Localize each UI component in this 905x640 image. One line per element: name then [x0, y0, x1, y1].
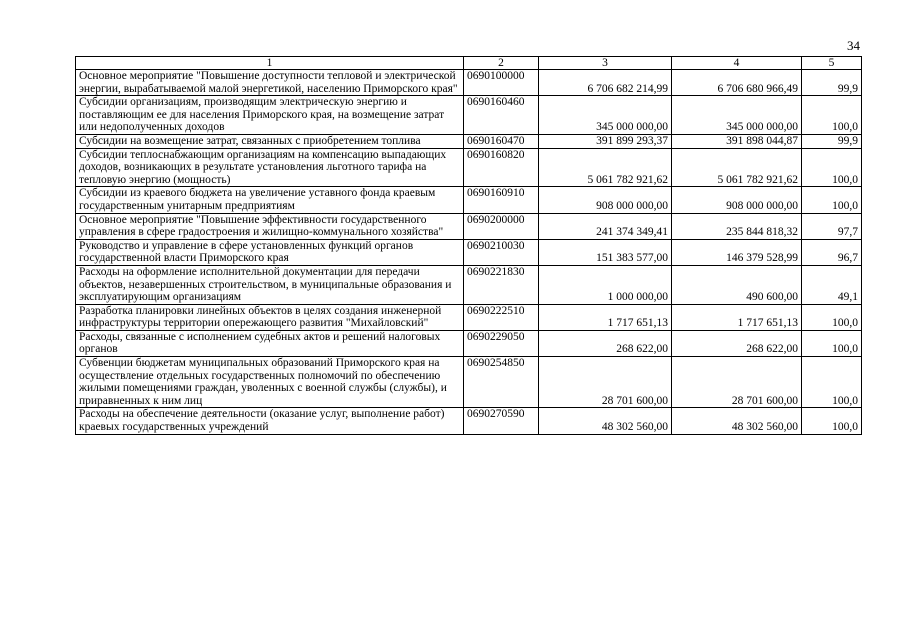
cell-plan: 5 061 782 921,62 — [539, 148, 672, 187]
cell-name: Разработка планировки линейных объектов в целях создания инженерной инфраструктуры территории опережающего развития "Михайловский" — [76, 304, 464, 330]
cell-fact: 6 706 680 966,49 — [672, 70, 802, 96]
cell-name: Субсидии на возмещение затрат, связанных с приобретением топлива — [76, 134, 464, 148]
cell-percent: 100,0 — [802, 187, 862, 213]
cell-percent: 49,1 — [802, 265, 862, 304]
cell-code: 0690160820 — [464, 148, 539, 187]
table-row — [76, 265, 862, 304]
table-row — [76, 96, 862, 135]
column-header-2: 2 — [464, 57, 539, 70]
column-header-4: 4 — [672, 57, 802, 70]
cell-name: Расходы на обеспечение деятельности (оказание услуг, выполнение работ) краевых государственных учреждений — [76, 408, 464, 434]
cell-code: 0690160470 — [464, 134, 539, 148]
cell-name: Расходы, связанные с исполнением судебных актов и решений налоговых органов — [76, 330, 464, 356]
column-header-1: 1 — [76, 57, 464, 70]
cell-fact: 5 061 782 921,62 — [672, 148, 802, 187]
cell-code: 0690200000 — [464, 213, 539, 239]
cell-name: Основное мероприятие "Повышение эффективности государственного управления в сфере градостроения и жилищно-коммунального хозяйства" — [76, 213, 464, 239]
cell-code: 0690270590 — [464, 408, 539, 434]
cell-percent: 100,0 — [802, 96, 862, 135]
cell-code: 0690222510 — [464, 304, 539, 330]
table-header-row — [76, 57, 862, 70]
cell-code: 0690210030 — [464, 239, 539, 265]
cell-plan: 1 717 651,13 — [539, 304, 672, 330]
table-row — [76, 304, 862, 330]
cell-percent: 96,7 — [802, 239, 862, 265]
cell-fact: 391 898 044,87 — [672, 134, 802, 148]
table-row — [76, 408, 862, 434]
cell-code: 0690229050 — [464, 330, 539, 356]
cell-code: 0690221830 — [464, 265, 539, 304]
table-row — [76, 70, 862, 96]
cell-code: 0690100000 — [464, 70, 539, 96]
cell-fact: 48 302 560,00 — [672, 408, 802, 434]
cell-code: 0690160460 — [464, 96, 539, 135]
cell-name: Субсидии организациям, производящим электрическую энергию и поставляющим ее для населения Приморского края, на возмещение затрат или недополученных доходов — [76, 96, 464, 135]
table-body — [76, 57, 862, 435]
cell-fact: 235 844 818,32 — [672, 213, 802, 239]
cell-fact: 345 000 000,00 — [672, 96, 802, 135]
cell-plan: 6 706 682 214,99 — [539, 70, 672, 96]
cell-fact: 146 379 528,99 — [672, 239, 802, 265]
cell-name: Субсидии из краевого бюджета на увеличение уставного фонда краевым государственным унитарным предприятиям — [76, 187, 464, 213]
table-row — [76, 187, 862, 213]
cell-percent: 100,0 — [802, 408, 862, 434]
cell-plan: 151 383 577,00 — [539, 239, 672, 265]
budget-table — [75, 56, 862, 435]
cell-fact: 490 600,00 — [672, 265, 802, 304]
cell-plan: 268 622,00 — [539, 330, 672, 356]
cell-fact: 1 717 651,13 — [672, 304, 802, 330]
cell-name: Расходы на оформление исполнительной документации для передачи объектов, незавершенных строительством, в муниципальные образования и эксплуатирующим организациям — [76, 265, 464, 304]
cell-plan: 391 899 293,37 — [539, 134, 672, 148]
cell-plan: 48 302 560,00 — [539, 408, 672, 434]
cell-code: 0690254850 — [464, 357, 539, 408]
cell-name: Руководство и управление в сфере установленных функций органов государственной власти Приморского края — [76, 239, 464, 265]
cell-plan: 345 000 000,00 — [539, 96, 672, 135]
cell-fact: 908 000 000,00 — [672, 187, 802, 213]
cell-percent: 100,0 — [802, 148, 862, 187]
cell-percent: 97,7 — [802, 213, 862, 239]
column-header-5: 5 — [802, 57, 862, 70]
cell-percent: 100,0 — [802, 357, 862, 408]
page-number: 34 — [847, 38, 860, 53]
cell-fact: 268 622,00 — [672, 330, 802, 356]
table-row — [76, 330, 862, 356]
cell-fact: 28 701 600,00 — [672, 357, 802, 408]
cell-name: Субвенции бюджетам муниципальных образований Приморского края на осуществление отдельных государственных полномочий по обеспечению жилыми помещениями граждан, уволенных с военной службы (службы), и приравненных к ним лиц — [76, 357, 464, 408]
cell-plan: 908 000 000,00 — [539, 187, 672, 213]
cell-name: Основное мероприятие "Повышение доступности тепловой и электрической энергии, вырабатываемой малой энергетикой, населению Приморского края" — [76, 70, 464, 96]
cell-name: Субсидии теплоснабжающим организациям на компенсацию выпадающих доходов, возникающих в результате установления льготного тарифа на тепловую энергию (мощность) — [76, 148, 464, 187]
table-row — [76, 213, 862, 239]
table-row — [76, 134, 862, 148]
cell-percent: 99,9 — [802, 134, 862, 148]
cell-code: 0690160910 — [464, 187, 539, 213]
cell-percent: 100,0 — [802, 330, 862, 356]
table-row — [76, 148, 862, 187]
cell-percent: 100,0 — [802, 304, 862, 330]
table-row — [76, 239, 862, 265]
table-row — [76, 357, 862, 408]
cell-percent: 99,9 — [802, 70, 862, 96]
cell-plan: 1 000 000,00 — [539, 265, 672, 304]
column-header-3: 3 — [539, 57, 672, 70]
cell-plan: 28 701 600,00 — [539, 357, 672, 408]
cell-plan: 241 374 349,41 — [539, 213, 672, 239]
